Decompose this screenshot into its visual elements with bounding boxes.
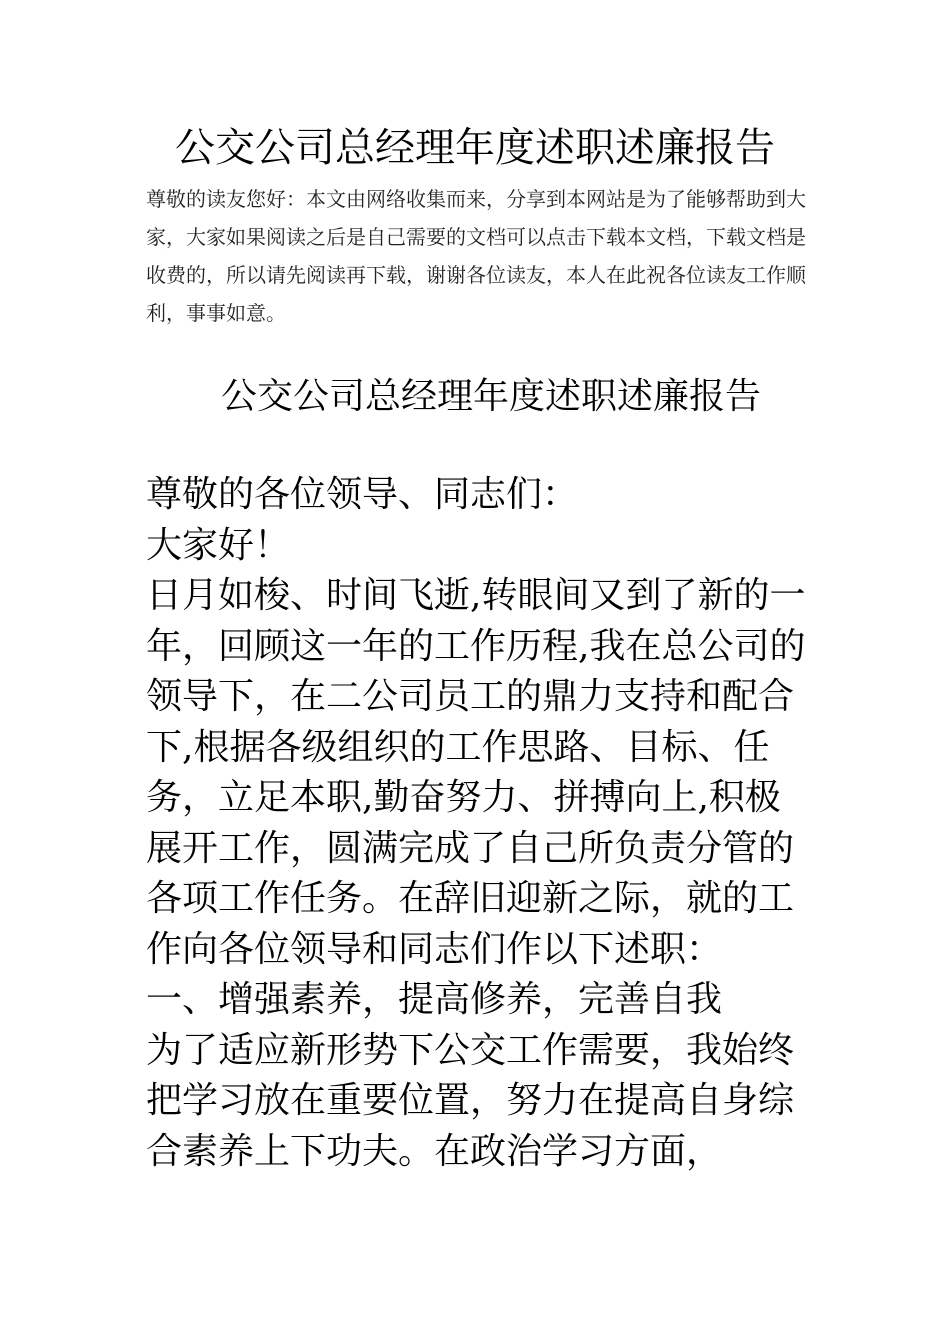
- document-body: [146, 470, 816, 1177]
- document-title: 公交公司总经理年度述职述廉报告: [221, 376, 762, 417]
- main-title: 公交公司总经理年度述职述廉报告: [175, 125, 775, 171]
- intro-paragraph: 日月如梭、时间飞逝,转眼间又到了新的一年，回顾这一年的工作历程,我在总公司的领导下，在二公司员工的鼎力支持和配合下,根据各级组织的工作思路、目标、任务，立足本职,勤奋努力、拼搏向上,积极展开工作，圆满完成了自己所负责分管的各项工作任务。在辞旧迎新之际，就的工作向各位领导和同志们作以下述职：: [146, 575, 806, 970]
- reader-notice: 尊敬的读友您好：本文由网络收集而来，分享到本网站是为了能够帮助到大家，大家如果阅读之后是自己需要的文档可以点击下载本文档，下载文档是收费的，所以请先阅读再下载，谢谢各位读友，本人在此祝各位读友工作顺利，事事如意。: [146, 187, 806, 325]
- section-paragraph: 为了适应新形势下公交工作需要，我始终把学习放在重要位置，努力在提高自身综合素养上下功夫。在政治学习方面，: [146, 1029, 795, 1172]
- section-heading: 一、增强素养，提高修养，完善自我: [146, 979, 723, 1020]
- salutation: 尊敬的各位领导、同志们：: [146, 474, 579, 515]
- greeting: 大家好！: [146, 524, 291, 566]
